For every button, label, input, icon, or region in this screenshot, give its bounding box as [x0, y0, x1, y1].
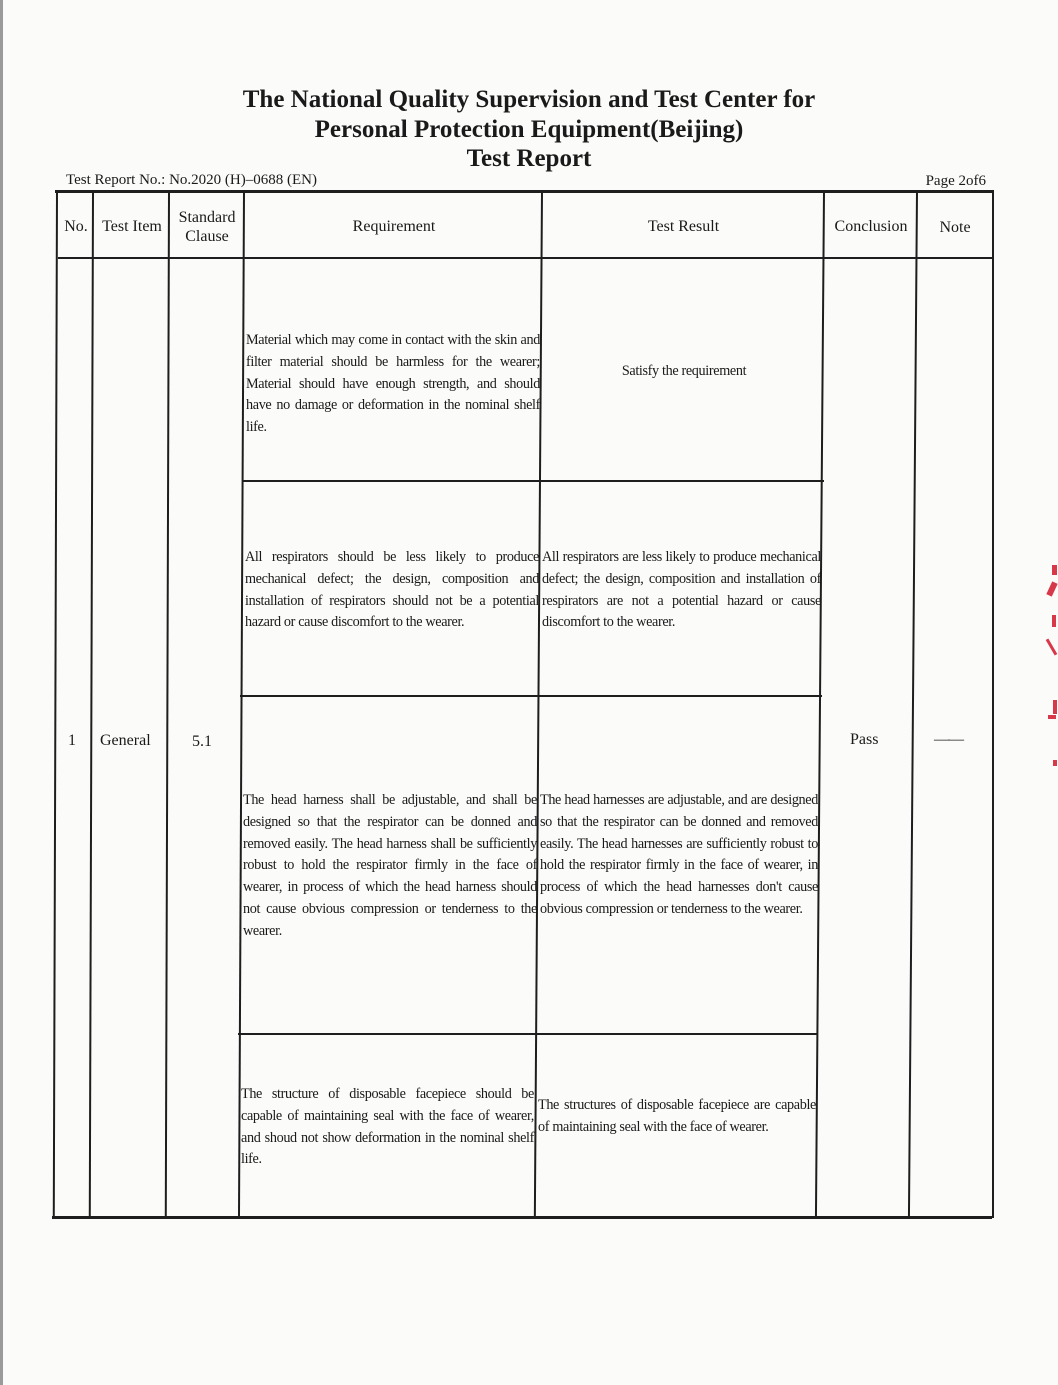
report-title-line1: The National Quality Supervision and Test Center for: [242, 86, 816, 113]
page-edge: [0, 0, 3, 1385]
red-seal-mark: [1046, 638, 1058, 655]
col-header-requirement: Requirement: [352, 218, 436, 235]
report-title-line3: Test Report: [466, 145, 592, 172]
red-seal-mark: [1053, 700, 1057, 714]
table-top-border: [55, 190, 994, 193]
col-border-item: [165, 192, 170, 1218]
subrow-divider-2: [240, 695, 822, 697]
standard-clause-value: 5.1: [192, 733, 212, 750]
col-header-standard-clause-line1: Standard: [178, 209, 236, 226]
col-header-standard-clause-line2: Clause: [185, 228, 229, 245]
table-bottom-border: [52, 1216, 992, 1219]
report-number: Test Report No.: No.2020 (H)–0688 (EN): [66, 172, 317, 188]
col-border-conclusion: [908, 192, 918, 1218]
col-header-no: No.: [64, 218, 88, 235]
requirement-cell: All respirators should be less likely to produce mechanical defect; the design, composition and installation of respirators should not be a potential hazard or cause discomfort to the wearer.: [245, 549, 539, 631]
page-number: Page 2of6: [925, 173, 986, 189]
note-value: ——: [934, 731, 962, 748]
red-seal-mark: [1053, 760, 1057, 766]
col-header-note: Note: [939, 219, 971, 236]
header-divider: [58, 257, 994, 259]
col-header-test-item: Test Item: [102, 218, 162, 235]
requirement-cell: Material which may come in contact with the skin and filter material should be harmless for the wearer; Material should have enough strength, and should have no damage or deformation in the nominal shelf life.: [246, 332, 540, 436]
row-number: 1: [68, 732, 76, 749]
red-seal-mark: [1052, 615, 1056, 627]
col-header-test-result: Test Result: [647, 218, 720, 235]
col-border-result: [815, 192, 825, 1218]
requirement-cell: The structure of disposable facepiece should be capable of maintaining seal with the face of wearer, and shoud not show deformation in the nominal shelf life.: [241, 1086, 534, 1168]
col-border-right: [992, 190, 994, 1218]
result-cell: Satisfy the requirement: [621, 363, 747, 379]
col-border-clause: [238, 192, 245, 1218]
red-seal-mark: [1052, 565, 1057, 575]
red-seal-mark: [1048, 715, 1056, 719]
result-cell: The structures of disposable facepiece are capable of maintaining seal with the face of wearer.: [538, 1097, 816, 1135]
requirement-cell: The head harness shall be adjustable, and shall be designed so that the respirator can be donned and removed easily. The head harness shall be sufficiently robust to hold the respirator firmly in the face of wearer, in process of which the head harness should not cause obvious compression or tenderness to the wearer.: [243, 792, 537, 939]
subrow-divider-3: [238, 1033, 818, 1035]
result-cell: The head harnesses are adjustable, and are designed so that the respirator can be donned and removed easily. The head harnesses are sufficiently robust to hold the respirator firmly in the face of wearer, in process of which the head harnesses don't cause obvious compression or tenderness to the wearer.: [540, 792, 818, 917]
conclusion-value: Pass: [850, 731, 879, 748]
col-header-conclusion: Conclusion: [834, 218, 908, 235]
red-seal-mark: [1046, 581, 1057, 596]
col-border-left: [53, 190, 58, 1218]
col-border-no: [89, 192, 94, 1218]
test-item-value: General: [100, 732, 151, 749]
report-title-line2: Personal Protection Equipment(Beijing): [314, 116, 744, 143]
result-cell: All respirators are less likely to produce mechanical defect; the design, composition and installation of respirators are not a potential hazard or cause discomfort to the wearer.: [542, 549, 821, 631]
subrow-divider-1: [243, 480, 824, 482]
